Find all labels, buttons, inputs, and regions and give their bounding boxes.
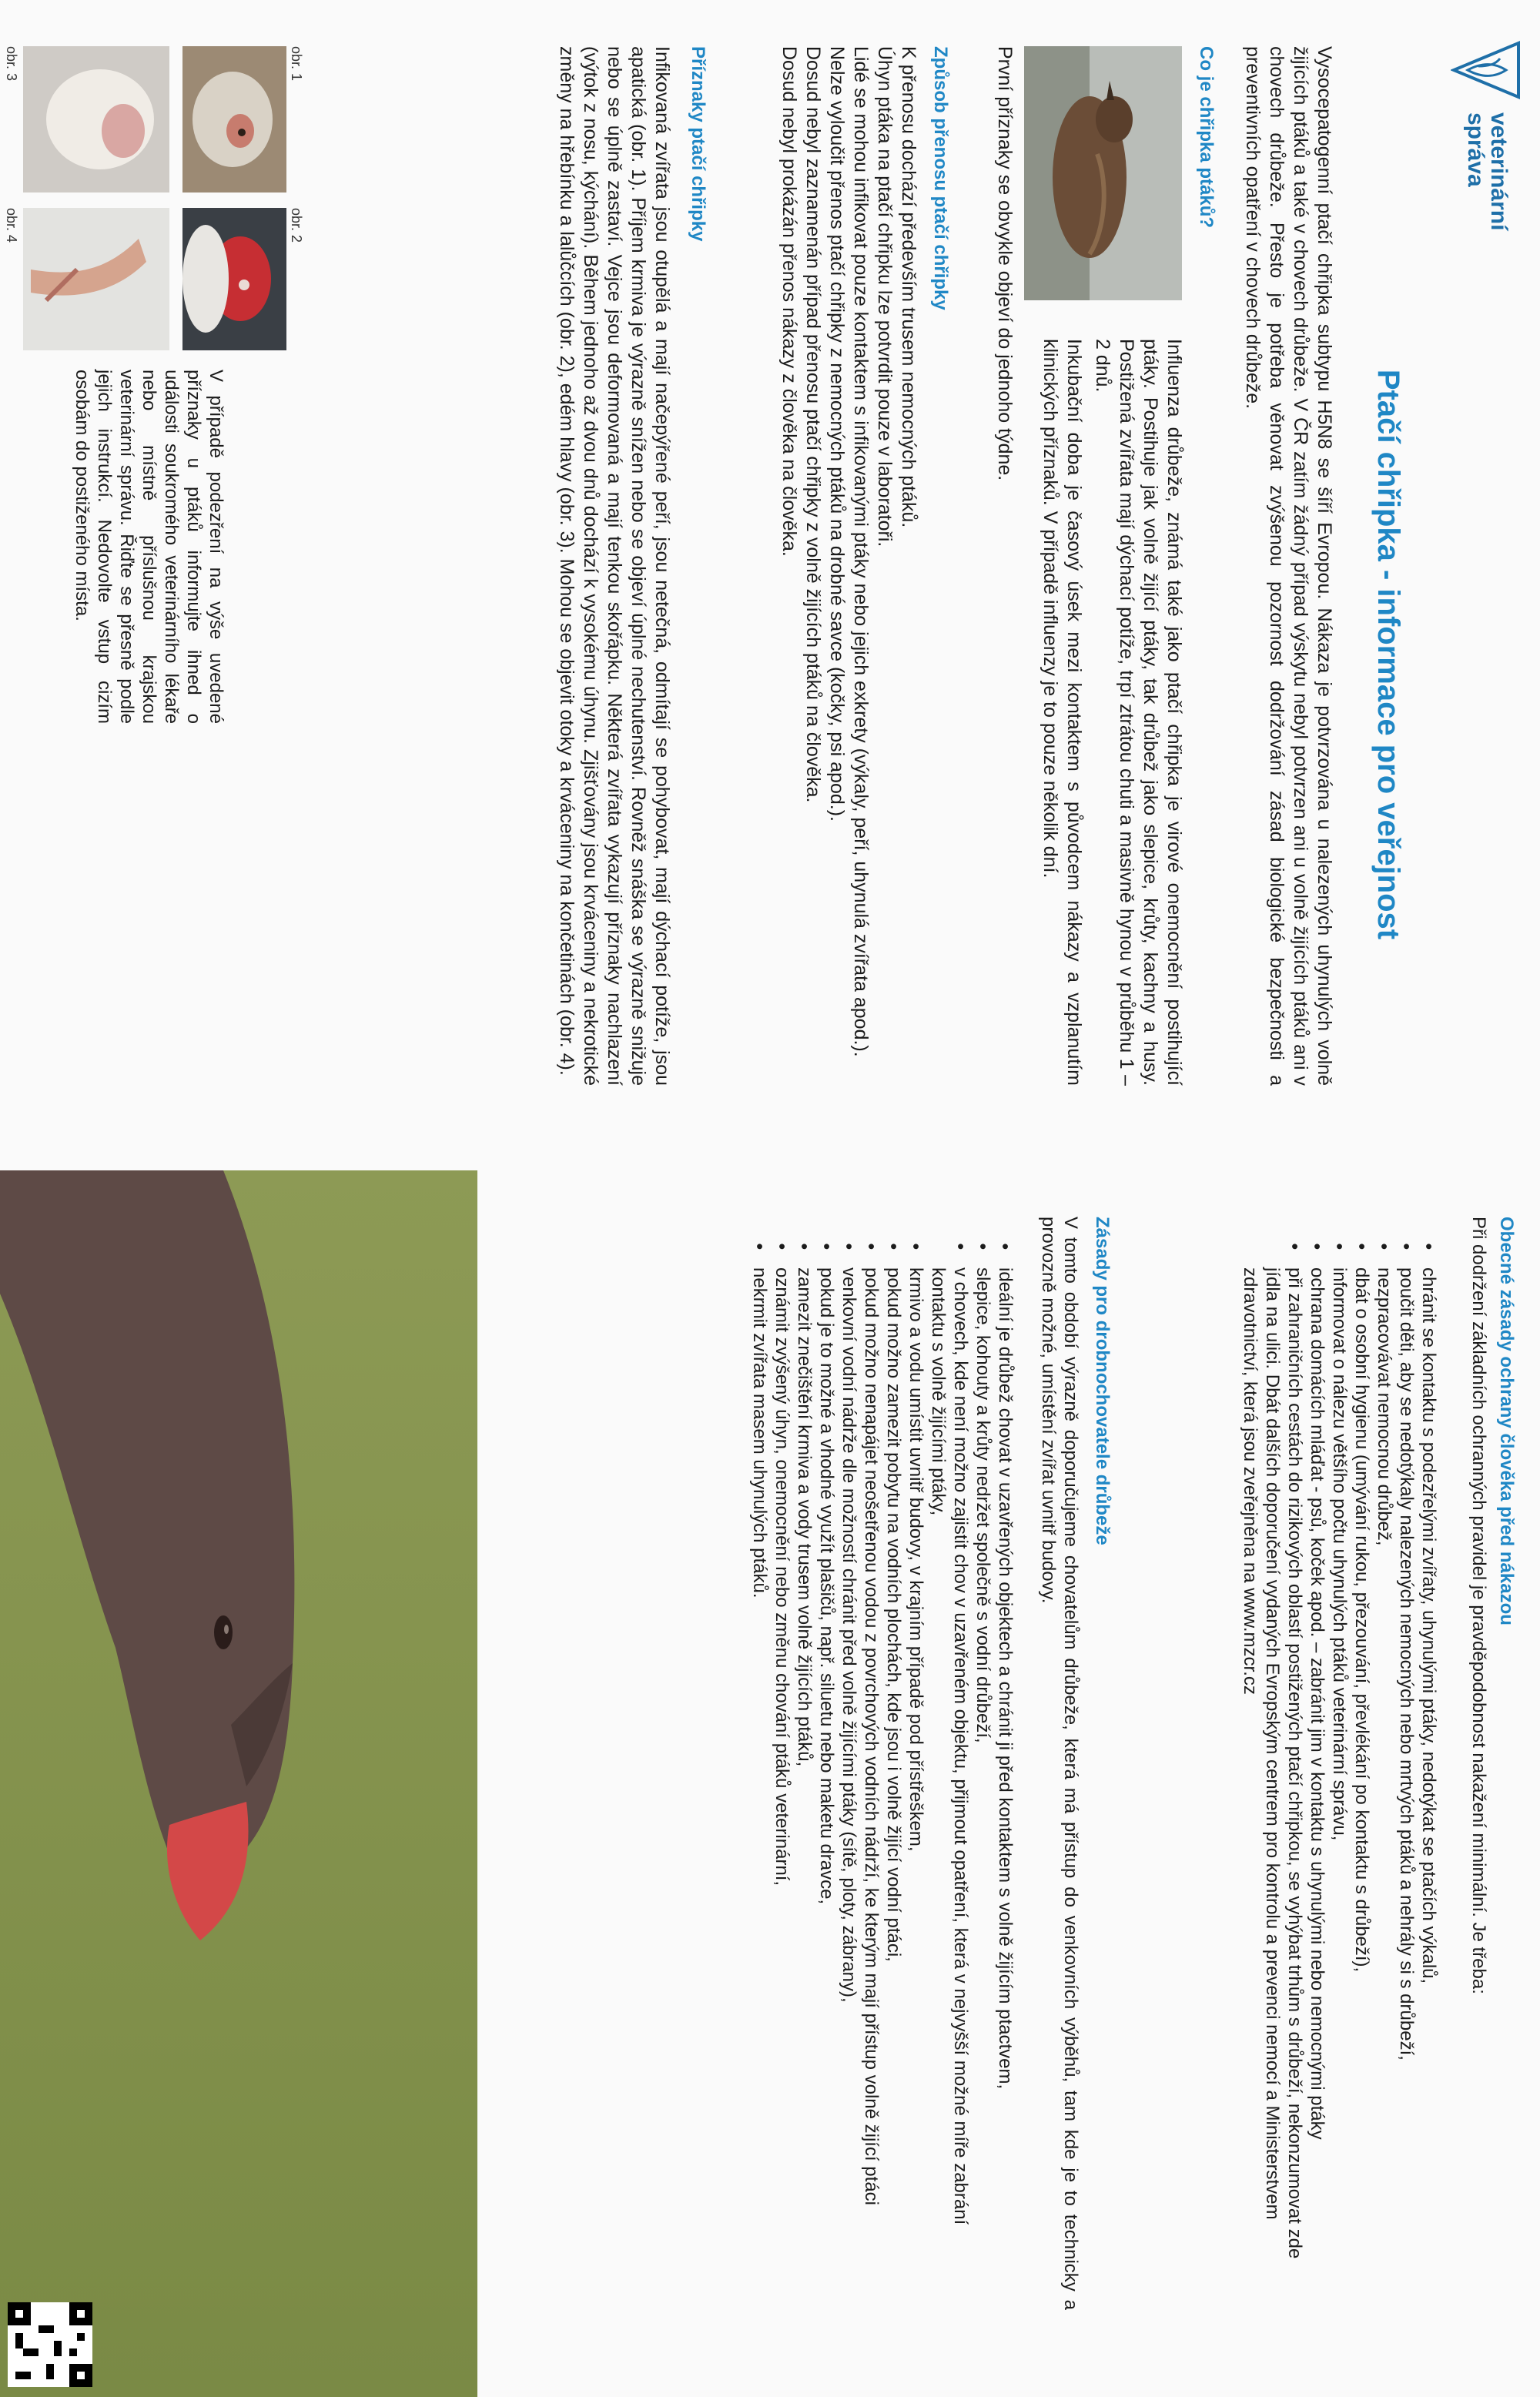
logo-line-1: veterinární xyxy=(1486,112,1512,231)
breeders-intro: V tomto období výrazně doporučujeme chovatelům drůbeže, která má přístup do venkovních výběhů, tam kde je to technicky a provozně možné, umístění zvířat uvnitř budovy. xyxy=(1038,1217,1081,2310)
general-intro: Při dodržení základních ochranných pravidel je pravděpodobnost nakažení minimální. Je třeba: xyxy=(1468,1217,1489,1994)
heading-what-is: Co je chřipka ptáků? xyxy=(1196,46,1217,229)
breeders-rules-list xyxy=(748,1240,1016,2271)
list-item: ● ideální je drůbež chovat v uzavřených objektech a chránit ji před kontaktem s volně žijícím ptactvem, xyxy=(994,1240,1016,2271)
logo-emblem-icon xyxy=(1451,38,1523,102)
logo-text xyxy=(1464,112,1510,230)
list-item: ● dbát o osobní hygienu (umývání rukou, přezouvání, převlékání po kontaktu s drůbeží), xyxy=(1351,1240,1373,2271)
transfer-list xyxy=(777,46,920,1086)
what-is-paragraph: Influenza drůbeže, známá také jako ptačí chřipka je virové onemocnění postihující ptáky. Postihuje jak volně žijící ptáky, tak drůbež jako slepice, krůty, kachny a husy. Postižená zvířata mají dýchací potíže, trpí ztrátou chuti a masivně hynou v průběhu 1 – 2 dnů. xyxy=(1092,339,1185,1086)
qr-code-icon[interactable] xyxy=(8,2302,92,2387)
transfer-line: Dosud nebyl zaznamenán případ přenosu ptačí chřipky z volně žijících ptáků na člověka. xyxy=(802,46,824,803)
list-item: ● v chovech, kde není možno zajistit chov v uzavřeném objektu, přijmout opatření, která v nejvyšší možné míře zabrání kontaktu s volně žijícími ptáky, xyxy=(927,1240,972,2271)
list-item: ● nezpracovávat nemocnou drůbež, xyxy=(1373,1240,1395,2271)
list-item: ● slepice, kohouty a krůty nedržet společně s vodní drůbeží, xyxy=(972,1240,994,2271)
transfer-line: Dosud nebyl prokázán přenos nákazy z člověka na člověka. xyxy=(778,46,800,557)
list-item: ● chránit se kontaktu s podezřelými zvířaty, uhynulými ptáky, nedotýkat se ptačích výkalů, xyxy=(1418,1240,1440,2271)
photo-obr-1 xyxy=(182,46,286,192)
list-item: ● informovat o nálezu většího počtu uhynulých ptáků veterinární správu, xyxy=(1328,1240,1351,2271)
transfer-line: Lidé se mohou infikovat pouze kontaktem s infikovanými ptáky nebo jejich exkrety (výkaly, peří, uhynulá zvířata apod.). xyxy=(850,46,872,1057)
heading-symptoms: Příznaky ptačí chřipky xyxy=(688,46,708,242)
page-title: Ptačí chřipka - informace pro veřejnost xyxy=(1371,369,1405,940)
list-item: ● nekrmit zvířata masem uhynulých ptáků. xyxy=(748,1240,771,2271)
photo-obr-4 xyxy=(23,208,169,350)
transfer-line: Nelze vyloučit přenos ptačí chřipky z nemocných ptáků na drobné savce (kočky, psi apod.). xyxy=(826,46,848,822)
general-rules-list xyxy=(1239,1240,1440,2271)
logo xyxy=(1451,38,1523,230)
list-item: ● poučit děti, aby se nedotýkaly nalezených nemocných nebo mrtvých ptáků a nehrály si s drůbeží, xyxy=(1395,1240,1418,2271)
list-item: ● pokud možno nenapájet neošetřenou vodou z povrchových vodních nádrží, ke kterým mají přístup volně žijící ptáci xyxy=(860,1240,882,2271)
symptoms-paragraph: Infikovaná zvířata jsou otupělá a mají načepýřené peří, jsou netečná, odmítají se pohybovat, mají dýchací potíže, jsou apatická (obr. 1). Příjem krmiva je výrazně snížen nebo se objeví úplné nechutenství. Rovněž snáška se výrazně snižuje nebo se úplně zastaví. Vejce jsou deformovaná a mají tenkou skořápku. Některá zvířata vykazují příznaky nachlazení (výtok z nosu, kýchání). Během jednoho až dvou dnů dochází k vysokému úhynu. Zjišťovány jsou krváceniny a nekrotické změny na hřebínku a lalůčcích (obr. 2), edém hlavy (obr. 3). Mohou se objevit otoky a krváceniny na končetinách (obr. 4). xyxy=(556,46,673,1086)
intro-paragraph: Vysocepatogenní ptačí chřipka subtypu H5N8 se šíří Evropou. Nákaza je potvrzována u nalezených uhynulých volně žijících ptáků a také v chovech drůbeže. V ČR zatím žádný případ výskytu nebyl potvrzen ani u volně žijících ptáků ani v chovech drůbeže. Přesto je potřeba věnovat zvýšenou pozornost dodržování zásad biologické bezpečnosti a preventivních opatření v chovech drůbeže. xyxy=(1242,46,1335,1086)
first-symptoms-paragraph: První příznaky se obvykle objeví do jednoho týdne. xyxy=(994,46,1016,481)
list-item: ● ochrana domácích mláďat - psů, koček apod. – zabránit jim v kontaktu s uhynulými nebo nemocnými ptáky xyxy=(1306,1240,1328,2271)
caption-obr-2: obr. 2 xyxy=(289,208,304,243)
list-item: ● venkovní vodní nádrže dle možností chránit před volně žijícími ptáky (sítě, ploty, zábrany), xyxy=(838,1240,860,2271)
caption-obr-3: obr. 3 xyxy=(4,46,19,82)
list-item: ● oznámit zvýšený úhyn, onemocnění nebo změnu chování ptáků veterinární, xyxy=(771,1240,793,2271)
heading-general-rules: Obecné zásady ochrany člověka před nákazou xyxy=(1496,1217,1517,1625)
logo-line-2: správa xyxy=(1463,112,1488,187)
suspicion-note: V případě podezření na výše uvedené příznaky u ptáků informujte ihned o události soukromého veterinárního lékaře nebo místně příslušnou krajskou veterinární správu. Řiďte se přesně podle jejich instrukcí. Nedovolte vstup cizím osobám do postiženého místa. xyxy=(72,370,226,724)
page-public-info xyxy=(0,0,1540,1132)
goose-photo xyxy=(0,1170,477,2397)
list-item: ● pokud možno zamezit pobytu na vodních plochách, kde jsou i volně žijící vodní ptáci, xyxy=(882,1240,905,2271)
heading-breeders: Zásady pro drobnochovatele drůbeže xyxy=(1092,1217,1113,1545)
list-item: ● pokud je to možné a vhodné využít plašičů, např. siluetu nebo maketu dravce, xyxy=(815,1240,838,2271)
list-item: ● zamezit znečištění krmiva a vody trusem volně žijících ptáků, xyxy=(793,1240,815,2271)
photo-obr-3 xyxy=(23,46,169,192)
incubation-paragraph: Inkubační doba je časový úsek mezi kontaktem s původcem nákazy a vzplanutím klinických příznaků. V případě influenzy je to pouze několik dní. xyxy=(1040,339,1085,1086)
heading-transfer: Způsob přenosu ptačí chřipky xyxy=(930,46,951,310)
caption-obr-4: obr. 4 xyxy=(4,208,19,243)
transfer-line: Úhyn ptáka na ptačí chřipku lze potvrdit pouze v laboratoři. xyxy=(874,46,896,547)
list-item: ● při zahraničních cestách do rizikových oblastí postižených ptačí chřipkou, se vyhýbat trhům s drůbeží, nekonzumovat zde jídla na ulici. Dbát dalších doporučení vydaných Evropským centrem pro kontrolu a prevenci nemocí a Ministerstvem zdravotnictví, která jsou zveřejněna na www.mzcr.cz xyxy=(1239,1240,1306,2271)
list-item: ● krmivo a vodu umístit uvnitř budovy, v krajním případě pod přístřeškem, xyxy=(905,1240,927,2271)
duck-photo xyxy=(1024,46,1182,300)
transfer-line: K přenosu dochází především trusem nemocných ptáků. xyxy=(898,46,919,528)
caption-obr-1: obr. 1 xyxy=(289,46,304,82)
photo-obr-2 xyxy=(182,208,286,350)
